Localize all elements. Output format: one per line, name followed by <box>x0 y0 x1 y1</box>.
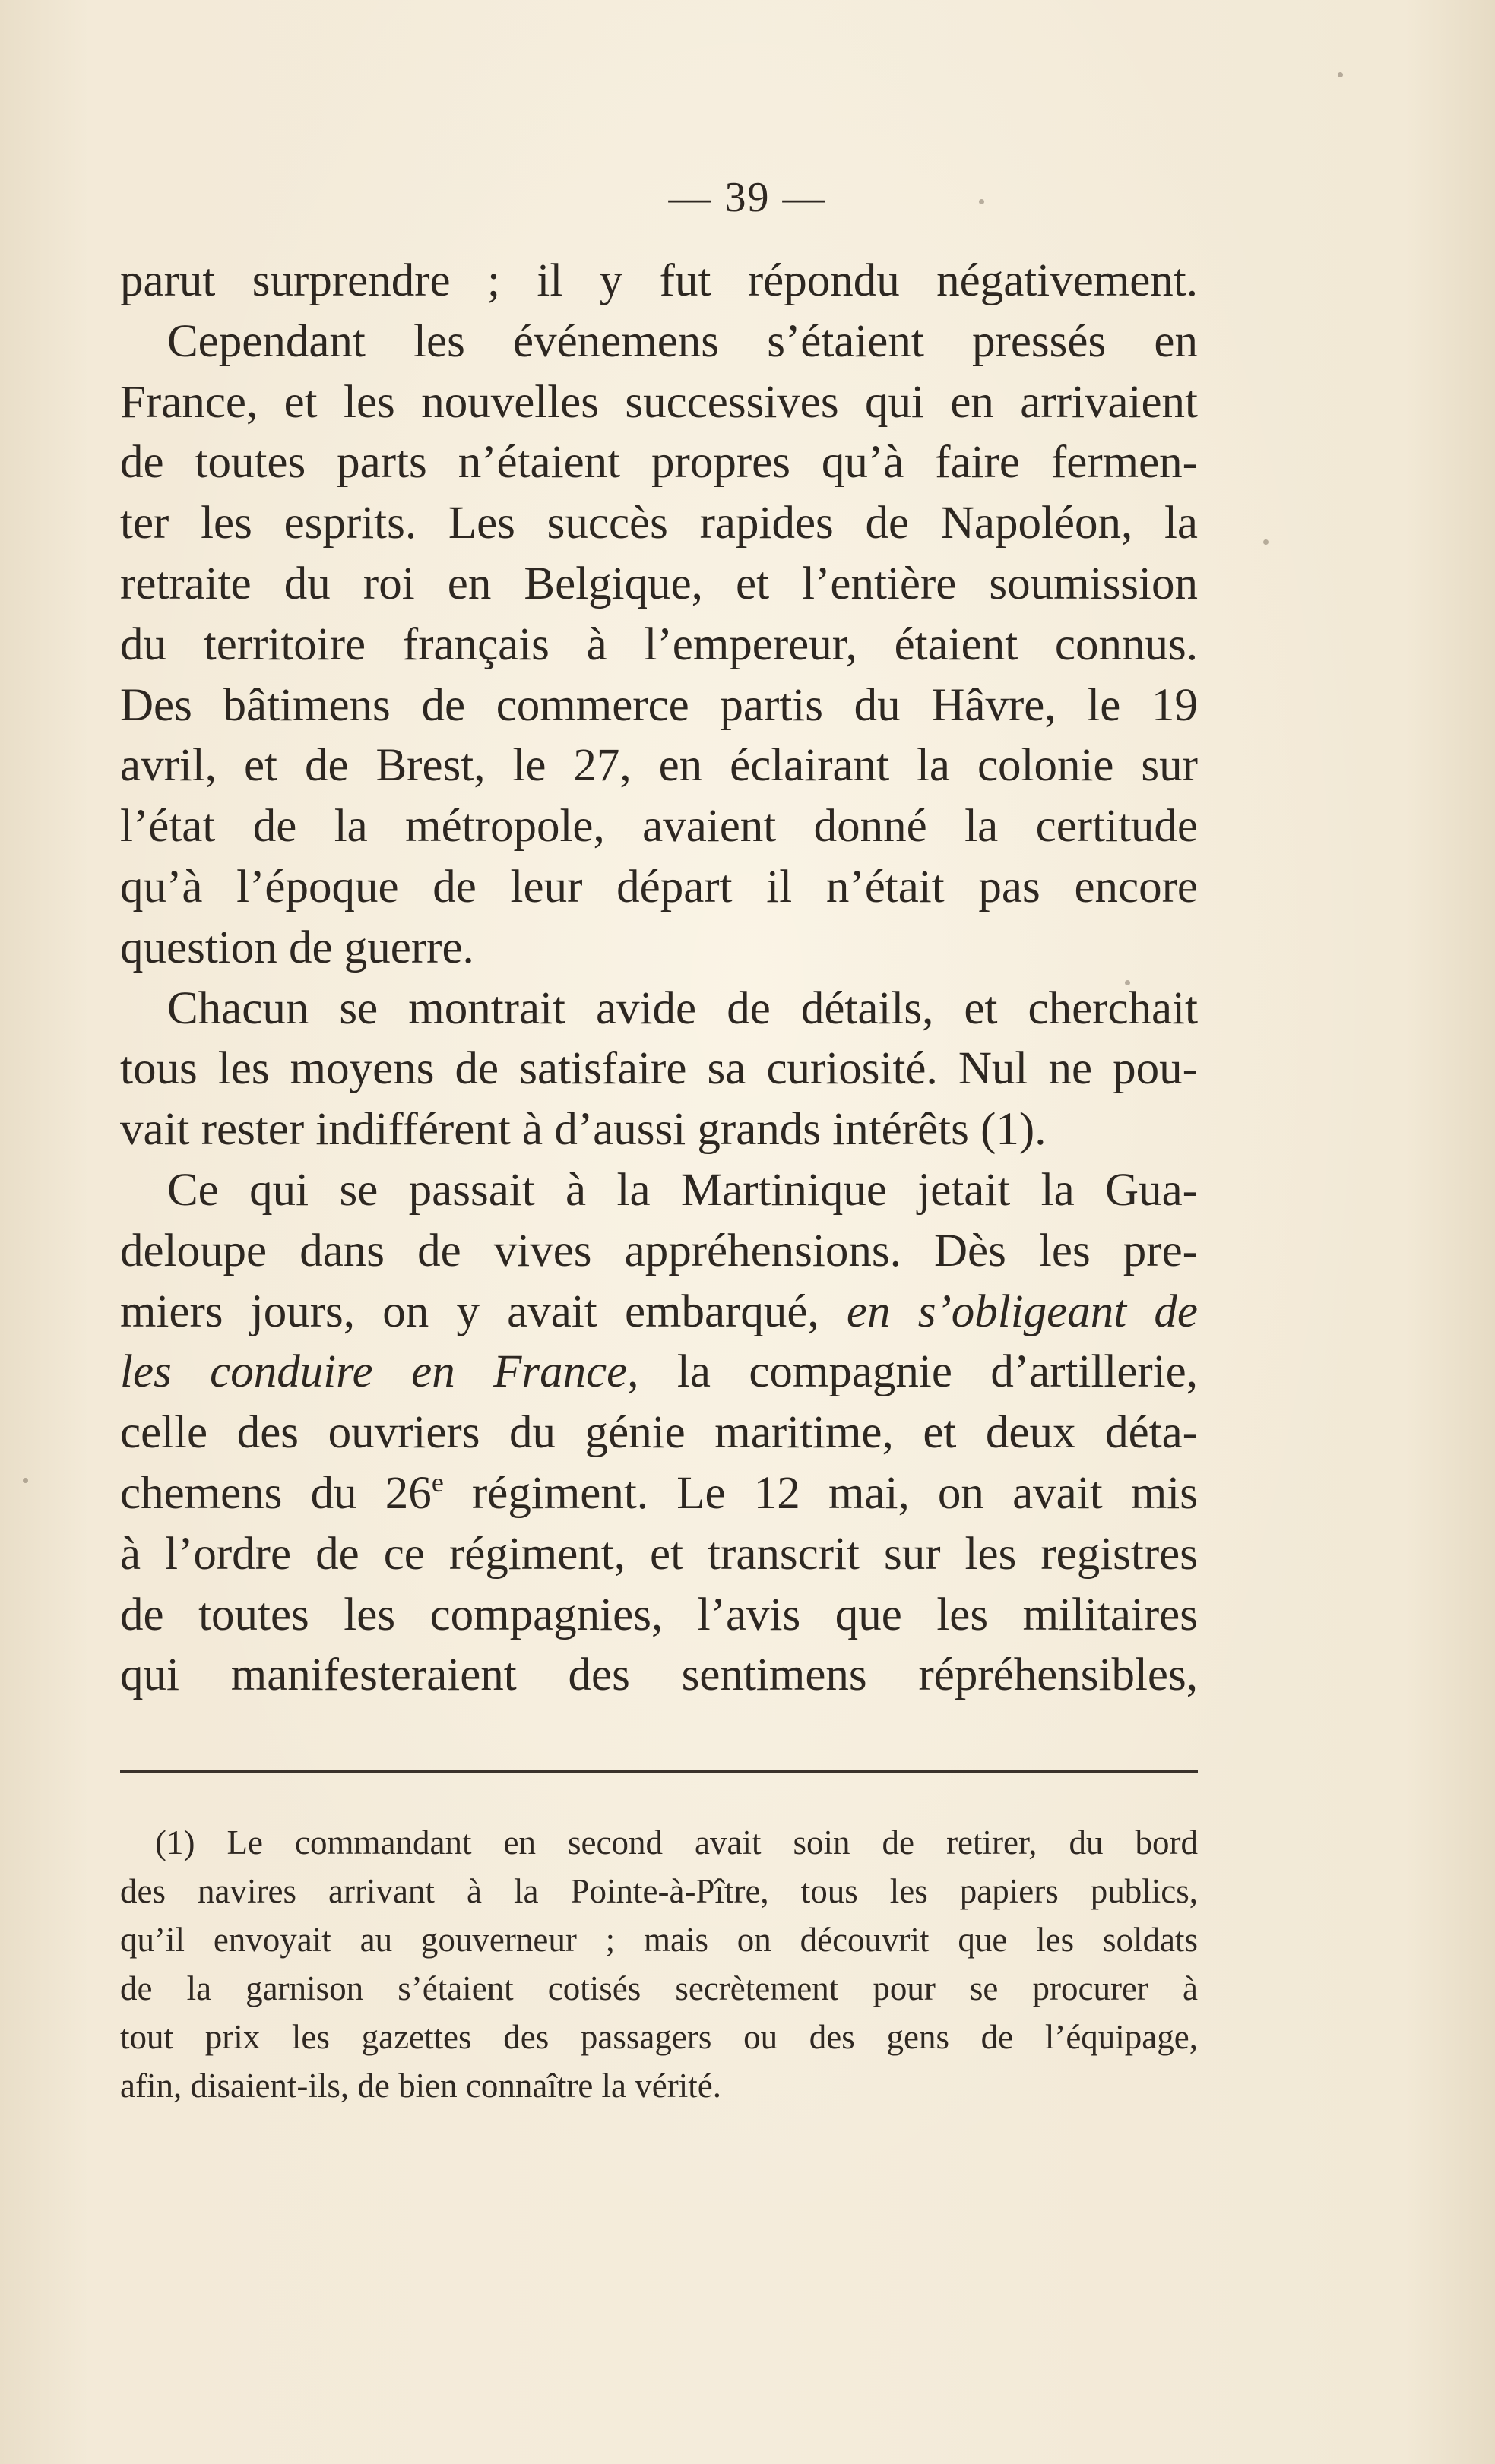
text-line: tous les moyens de satisfaire sa curiosité. Nul ne pou- <box>120 1043 1198 1095</box>
text-line: qui manifesteraient des sentimens répréhensibles, <box>120 1650 1198 1701</box>
paper-speck <box>1125 980 1130 985</box>
text-line: Cependant les événemens s’étaient pressés en <box>167 315 1198 367</box>
footnote-line: tout prix les gazettes des passagers ou des gens de l’équipage, <box>120 2018 1198 2056</box>
text-line: parut surprendre ; il y fut répondu négativement. <box>120 255 1198 306</box>
text-segment: miers jours, on y avait embarqué, <box>120 1286 819 1337</box>
footnote-line: de la garnison s’étaient cotisés secrètement pour se procurer à <box>120 1969 1198 2007</box>
paragraph-1 <box>120 251 1198 312</box>
text-line: deloupe dans de vives appréhensions. Dès les pre- <box>120 1225 1198 1276</box>
paper-speck <box>1263 539 1269 545</box>
text-line: ter les esprits. Les succès rapides de Napoléon, la <box>120 498 1198 549</box>
superscript: e <box>431 1466 444 1498</box>
paragraph-3 <box>120 979 1198 1160</box>
footnote-line: des navires arrivant à la Pointe-à-Pître, tous les papiers publics, <box>120 1872 1198 1910</box>
text-line: Des bâtimens de commerce partis du Hâvre, le 19 <box>120 679 1198 731</box>
paper-speck <box>979 199 984 204</box>
text-line: celle des ouvriers du génie maritime, et deux déta- <box>120 1407 1198 1459</box>
text-line: qu’à l’époque de leur départ il n’était pas encore <box>120 861 1198 913</box>
text-line <box>120 1342 1198 1403</box>
text-line: retraite du roi en Belgique, et l’entière soumission <box>120 558 1198 609</box>
text-line: de toutes parts n’étaient propres qu’à faire fermen- <box>120 437 1198 489</box>
text-segment: , la compagnie d’artillerie, <box>627 1346 1199 1398</box>
body-text <box>120 251 1198 1706</box>
text-line: Chacun se montrait avide de détails, et cherchait <box>167 982 1198 1034</box>
text-line <box>120 1463 1198 1524</box>
text-line: à l’ordre de ce régiment, et transcrit sur les registres <box>120 1528 1198 1580</box>
footnote-line: (1) Le commandant en second avait soin de retirer, du bord <box>155 1823 1198 1861</box>
paper-speck <box>23 1478 28 1483</box>
text-line: Ce qui se passait à la Martinique jetait la Gua- <box>167 1164 1198 1216</box>
italic-phrase: en s’obligeant de <box>846 1286 1198 1337</box>
footnote-rule <box>120 1770 1198 1773</box>
text-segment: chemens du 26 <box>120 1467 432 1519</box>
text-line: vait rester indifférent à d’aussi grands intérêts (1). <box>120 1104 1047 1156</box>
footnote <box>120 1818 1198 2110</box>
text-line: France, et les nouvelles successives qui en arrivaient <box>120 376 1198 428</box>
italic-phrase: les conduire en France <box>120 1346 628 1398</box>
page-number-header: — 39 — <box>668 174 827 221</box>
paragraph-4 <box>120 1160 1198 1706</box>
text-line <box>120 1282 1198 1343</box>
text-segment: régiment. Le 12 mai, on avait mis <box>443 1467 1198 1519</box>
text-line: de toutes les compagnies, l’avis que les militaires <box>120 1589 1198 1640</box>
paper-speck <box>1338 72 1343 77</box>
text-line: question de guerre. <box>120 922 474 973</box>
text-line: avril, et de Brest, le 27, en éclairant la colonie sur <box>120 740 1198 792</box>
text-line: du territoire français à l’empereur, étaient connus. <box>120 618 1198 670</box>
paragraph-2 <box>120 312 1198 979</box>
text-line: l’état de la métropole, avaient donné la certitude <box>120 801 1198 852</box>
footnote-line: qu’il envoyait au gouverneur ; mais on découvrit que les soldats <box>120 1921 1198 1959</box>
footnote-line: afin, disaient-ils, de bien connaître la vérité. <box>120 2067 721 2105</box>
